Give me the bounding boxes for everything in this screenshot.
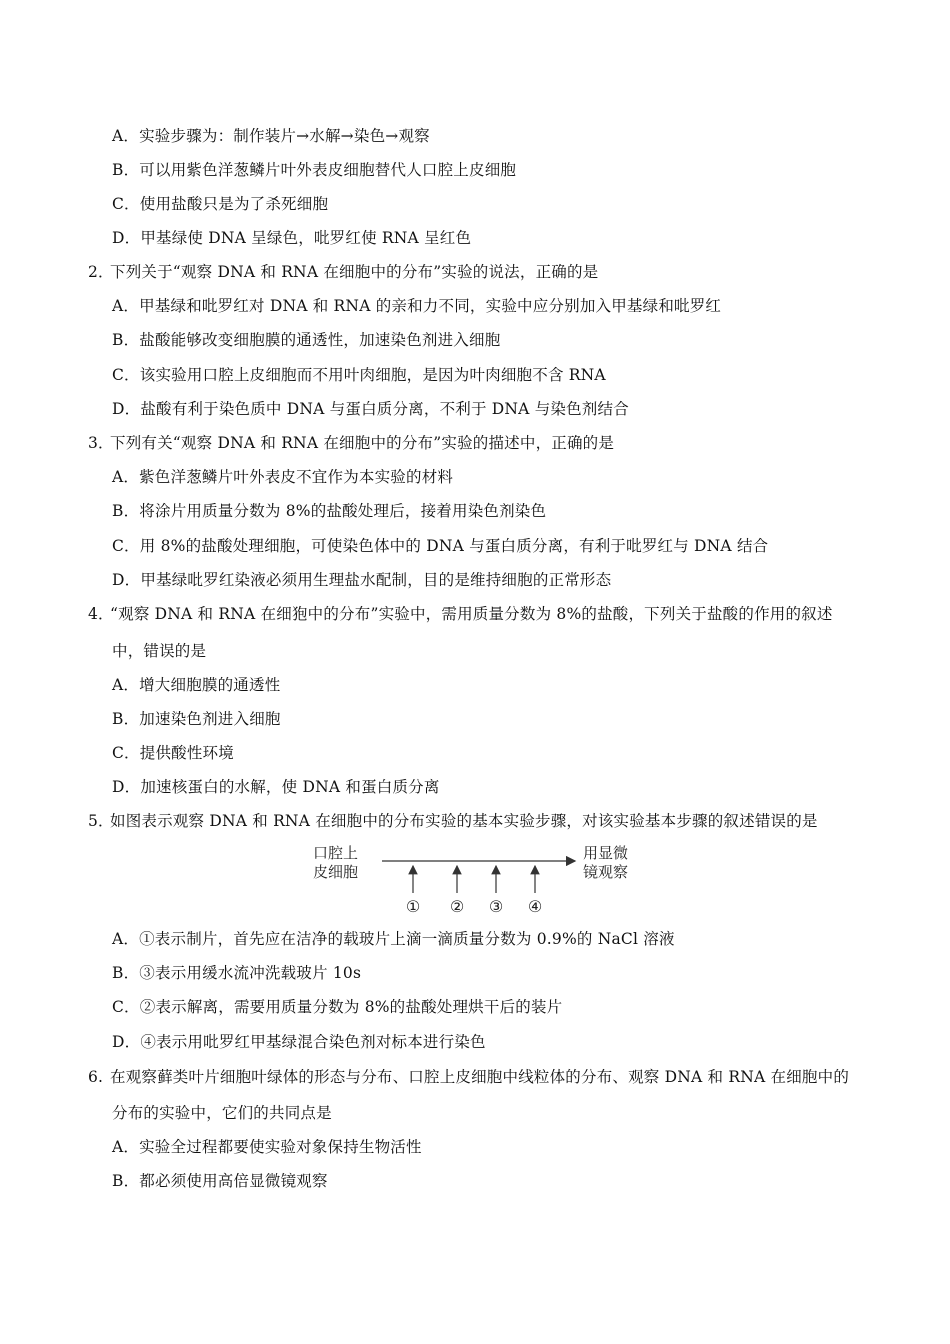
q6-stem-text: 在观察藓类叶片细胞叶绿体的形态与分布、口腔上皮细胞中线粒体的分布、观察 DNA 和 RNA 在细胞中的 [110, 1068, 850, 1086]
q4-option-d: D．加速核蛋白的水解，使 DNA 和蛋白质分离 [112, 778, 440, 796]
q2-stem-text: 下列关于“观察 DNA 和 RNA 在细胞中的分布”实验的说法，正确的是 [110, 263, 599, 281]
q4-stem [88, 604, 833, 624]
q6-option-a: A．实验全过程都要使实验对象保持生物活性 [112, 1138, 422, 1156]
q2-option-a: A．甲基绿和吡罗红对 DNA 和 RNA 的亲和力不同，实验中应分别加入甲基绿和吡罗红 [112, 297, 722, 315]
q3-option-a: A．紫色洋葱鳞片叶外表皮不宜作为本实验的材料 [112, 468, 454, 486]
diagram-end-label-2: 镜观察 [583, 863, 629, 881]
q4-stem-text: “观察 DNA 和 RNA 在细狍中的分布”实验中，需用质量分数为 8%的盐酸，下列关于盐酸的作用的叙述 [110, 605, 833, 623]
q4-option-b: B．加速染色剂进入细胞 [112, 710, 281, 728]
diagram-step3-label: ③ [488, 897, 504, 916]
q5-stem-text: 如图表示观察 DNA 和 RNA 在细胞中的分布实验的基本实验步骤，对该实验基本步骤的叙述错误的是 [110, 812, 818, 830]
q4-option-c: C．提供酸性环境 [112, 744, 234, 762]
q2-option-c: C．该实验用口腔上皮细胞而不用叶肉细胞，是因为叶肉细胞不含 RNA [112, 366, 606, 384]
q5-step-diagram [300, 836, 645, 918]
diagram-start-label-2: 皮细胞 [313, 863, 359, 881]
diagram-start-label-1: 口腔上 [313, 844, 359, 862]
q3-stem-text: 下列有关“观察 DNA 和 RNA 在细胞中的分布”实验的描述中，正确的是 [110, 434, 615, 452]
q3-option-b: B．将涂片用质量分数为 8%的盐酸处理后，接着用染色剂染色 [112, 502, 547, 520]
q4-number: 4． [88, 605, 114, 623]
q5-stem [88, 811, 818, 831]
q3-option-c: C．用 8%的盐酸处理细胞，可使染色体中的 DNA 与蛋白质分离，有利于吡罗红与 DNA 结合 [112, 537, 769, 555]
q1-option-c: C．使用盐酸只是为了杀死细胞 [112, 195, 329, 213]
q6-stem-continuation: 分布的实验中，它们的共同点是 [112, 1104, 332, 1122]
q1-option-b: B．可以用紫色洋葱鳞片叶外表皮细胞替代人口腔上皮细胞 [112, 161, 517, 179]
q2-option-d: D．盐酸有利于染色质中 DNA 与蛋白质分离，不利于 DNA 与染色剂结合 [112, 400, 629, 418]
q3-stem [88, 433, 614, 453]
q3-option-d: D．甲基绿吡罗红染液必须用生理盐水配制，目的是维持细胞的正常形态 [112, 571, 612, 589]
diagram-step2-label: ② [449, 897, 465, 916]
q2-option-b: B．盐酸能够改变细胞膜的通透性，加速染色剂进入细胞 [112, 331, 501, 349]
q2-stem [88, 262, 598, 282]
q6-option-b: B．都必须使用高倍显微镜观察 [112, 1172, 328, 1190]
diagram-step1-label: ① [405, 897, 421, 916]
q2-number: 2． [88, 263, 114, 281]
q4-stem-continuation: 中，错误的是 [112, 642, 207, 660]
q5-option-c: C．②表示解离，需要用质量分数为 8%的盐酸处理烘干后的装片 [112, 998, 563, 1016]
q3-number: 3． [88, 434, 114, 452]
q6-stem [88, 1067, 849, 1087]
q5-option-d: D．④表示用吡罗红甲基绿混合染色剂对标本进行染色 [112, 1033, 486, 1051]
q6-number: 6. [88, 1068, 104, 1086]
q1-option-d: D．甲基绿使 DNA 呈绿色，吡罗红使 RNA 呈红色 [112, 229, 472, 247]
q1-option-a: A．实验步骤为：制作装片→水解→染色→观察 [112, 127, 430, 145]
diagram-step4-label: ④ [527, 897, 543, 916]
q5-option-a: A．①表示制片，首先应在洁净的载玻片上滴一滴质量分数为 0.9%的 NaCl 溶液 [112, 930, 675, 948]
diagram-end-label-1: 用显微 [583, 844, 629, 862]
q5-number: 5． [88, 812, 114, 830]
q4-option-a: A．增大细胞膜的通透性 [112, 676, 281, 694]
q5-option-b: B．③表示用缓水流冲洗载玻片 10s [112, 964, 362, 982]
